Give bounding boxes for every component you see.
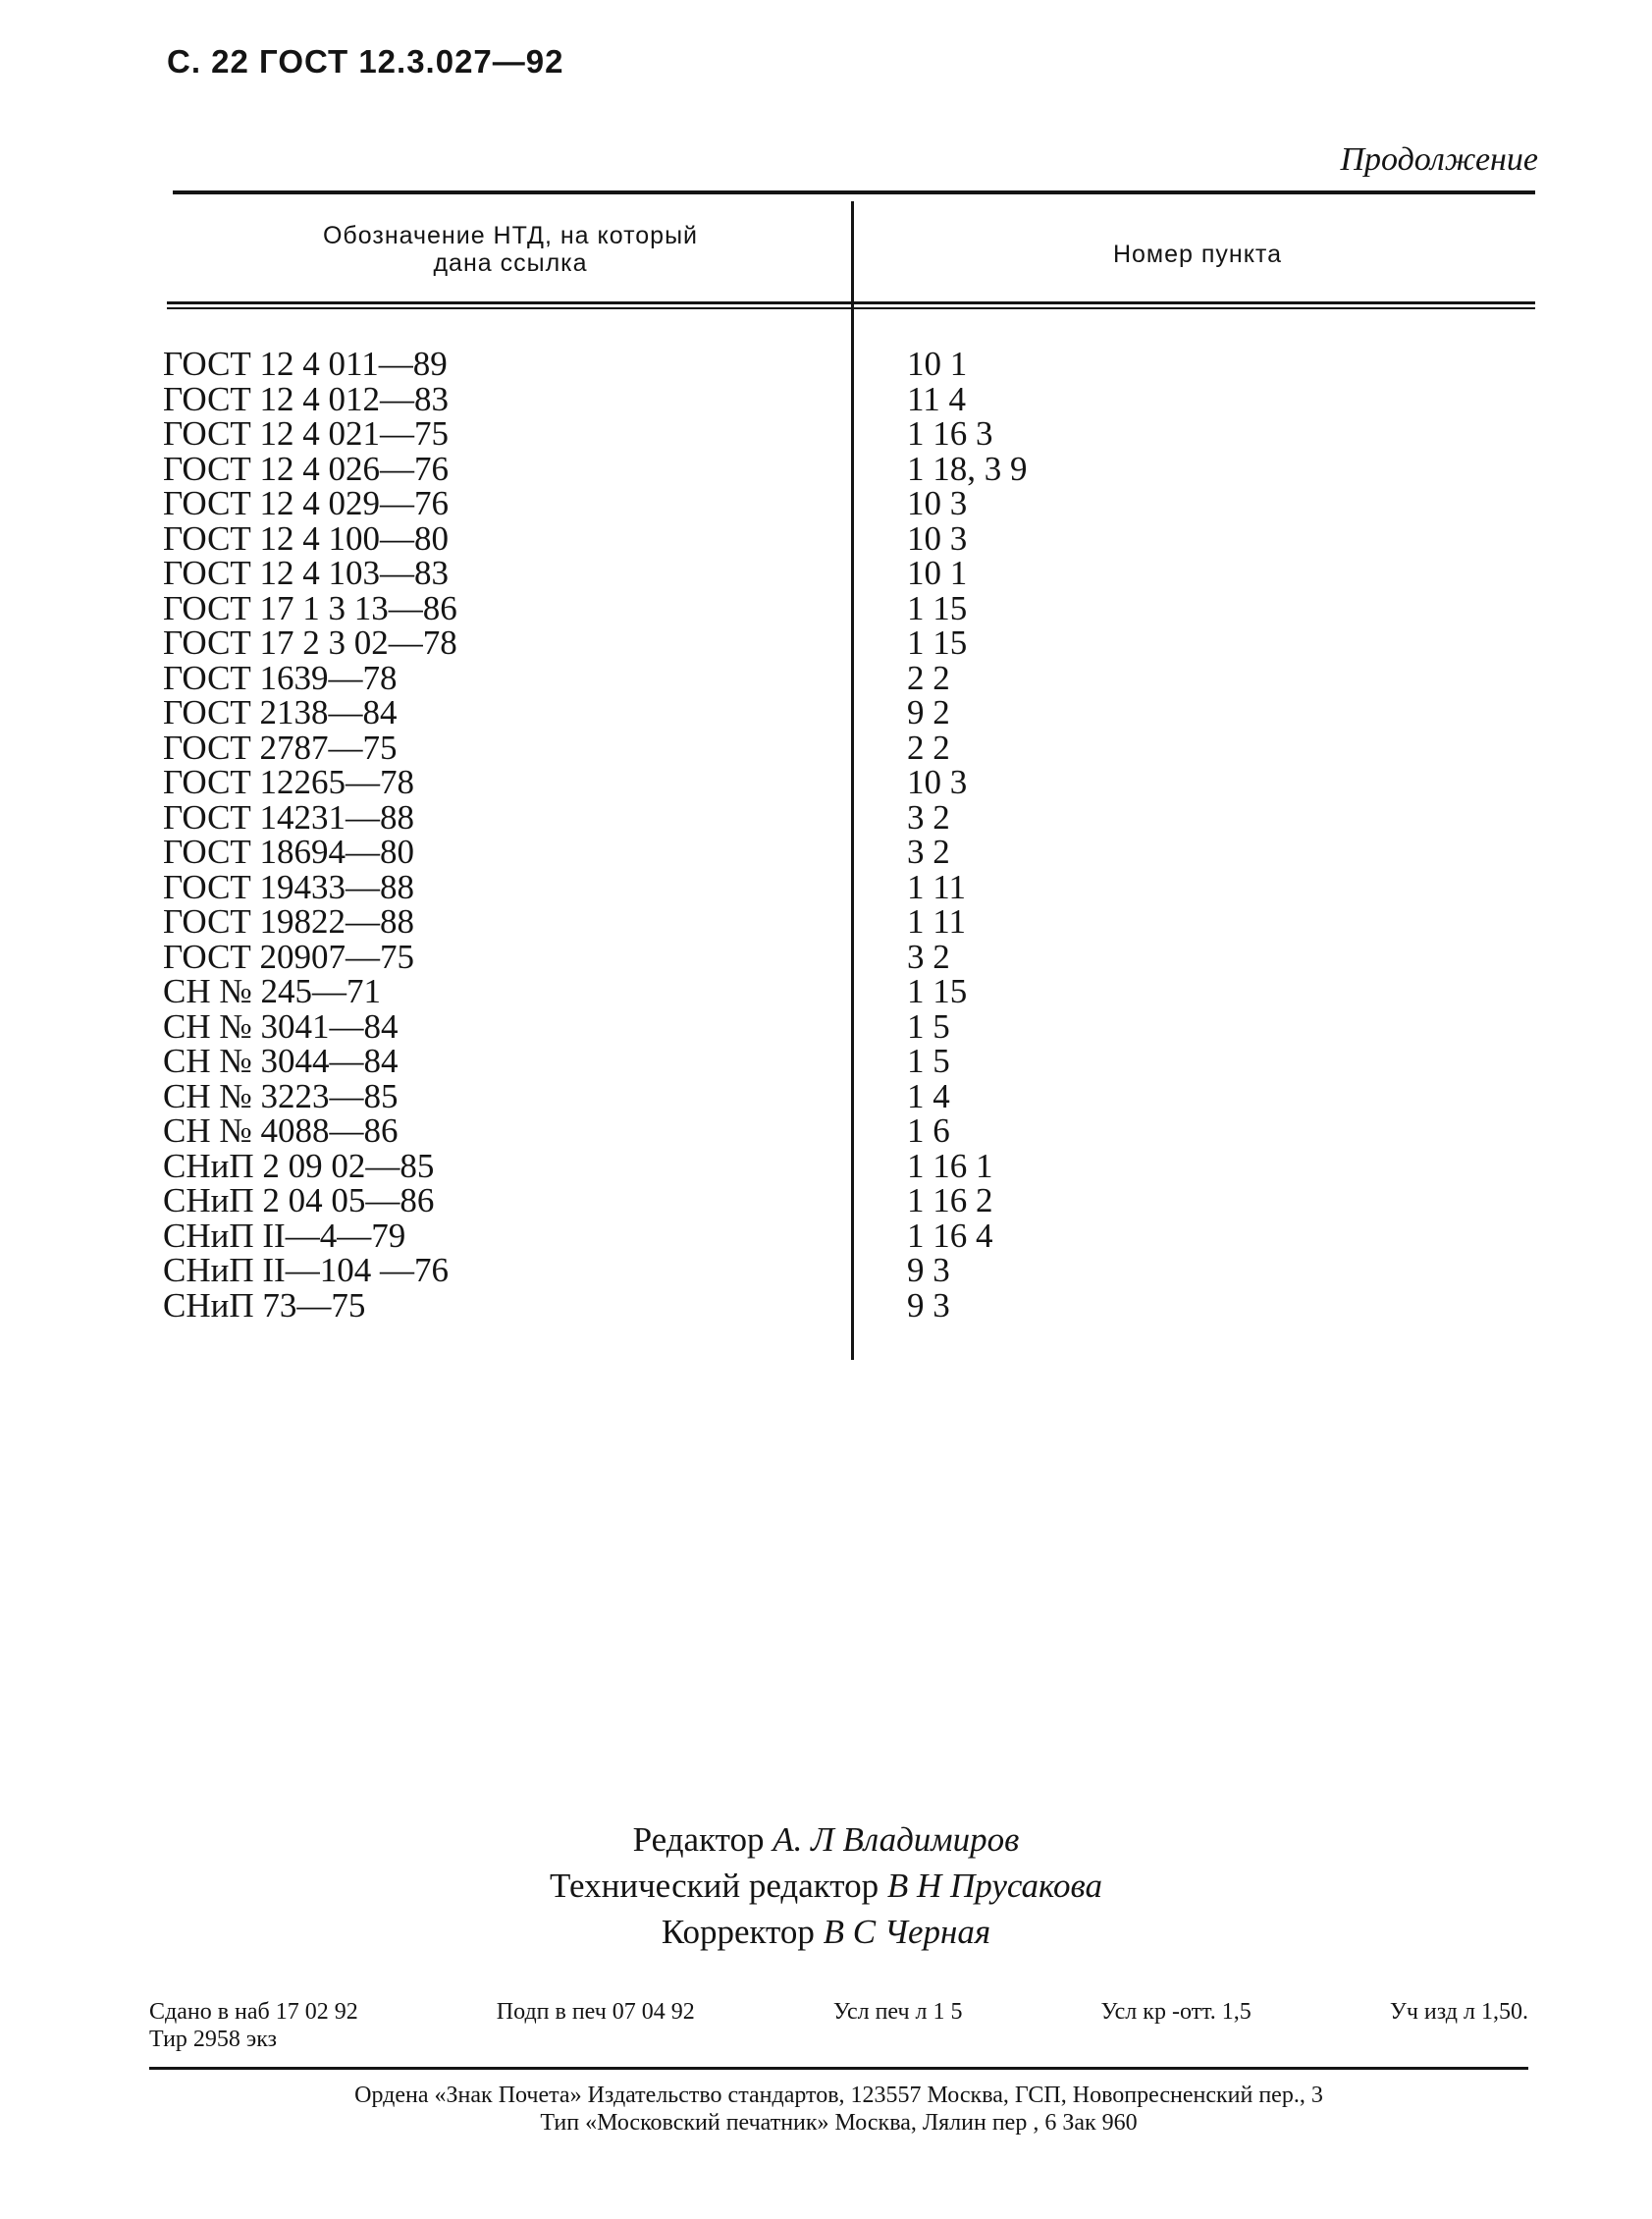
point-ref: 1 15 <box>907 588 968 627</box>
table-top-rule <box>173 190 1535 194</box>
document-ref: ГОСТ 19822—88 <box>163 902 415 941</box>
credits-block <box>0 1816 1652 1955</box>
publisher-line2: Тип «Московский печатник» Москва, Лялин пер , 6 Зак 960 <box>540 2110 1138 2136</box>
corrector-line <box>0 1909 1652 1955</box>
column-divider <box>851 201 854 1360</box>
point-ref: 1 16 4 <box>907 1216 993 1255</box>
document-ref: ГОСТ 17 1 3 13—86 <box>163 588 457 627</box>
document-ref: СН № 4088—86 <box>163 1111 399 1150</box>
continuation-label: Продолжение <box>1340 141 1538 178</box>
tech-editor-name: В Н Прусакова <box>886 1867 1103 1905</box>
editor-name: А. Л Владимиров <box>773 1820 1020 1859</box>
footer-rule <box>149 2067 1528 2070</box>
column-header-document-line1: Обозначение НТД, на который <box>322 222 699 249</box>
point-ref: 1 15 <box>907 623 968 662</box>
document-ref: СН № 245—71 <box>163 972 382 1010</box>
document-ref: ГОСТ 14231—88 <box>163 797 415 837</box>
document-ref: СН № 3041—84 <box>163 1006 399 1046</box>
point-ref: 9 3 <box>907 1251 950 1289</box>
imprint-signed: Подп в печ 07 04 92 <box>496 1999 695 2025</box>
point-list <box>907 347 1028 1323</box>
document-ref: СНиП 2 04 05—86 <box>163 1181 435 1219</box>
editor-role: Редактор <box>632 1820 765 1859</box>
corrector-name: В С Черная <box>823 1913 991 1951</box>
document-list <box>163 347 457 1323</box>
point-ref: 1 16 1 <box>907 1146 993 1185</box>
tech-editor-role: Технический редактор <box>549 1867 879 1905</box>
document-ref: ГОСТ 12 4 011—89 <box>163 345 448 383</box>
document-ref: ГОСТ 2787—75 <box>163 728 398 767</box>
point-ref: 3 2 <box>907 937 950 976</box>
point-ref: 10 3 <box>907 763 968 801</box>
document-ref: ГОСТ 12 4 021—75 <box>163 414 450 453</box>
document-ref: ГОСТ 20907—75 <box>163 937 415 976</box>
point-ref: 1 5 <box>907 1006 950 1046</box>
document-ref: ГОСТ 12 4 103—83 <box>163 554 450 592</box>
point-ref: 1 18, 3 9 <box>907 449 1028 488</box>
point-ref: 2 2 <box>907 728 950 767</box>
document-ref: СН № 3223—85 <box>163 1076 399 1115</box>
document-ref: ГОСТ 18694—80 <box>163 833 415 871</box>
document-ref: СНиП II—4—79 <box>163 1216 406 1255</box>
document-ref: ГОСТ 12 4 026—76 <box>163 449 450 488</box>
point-ref: 10 1 <box>907 554 968 592</box>
point-ref: 11 4 <box>907 379 966 418</box>
document-ref: СНиП 2 09 02—85 <box>163 1146 435 1185</box>
imprint-submitted: Сдано в наб 17 02 92 <box>149 1999 358 2025</box>
point-ref: 2 2 <box>907 658 950 697</box>
point-ref: 1 15 <box>907 972 968 1010</box>
point-ref: 10 1 <box>907 345 968 383</box>
point-ref: 9 2 <box>907 693 950 731</box>
point-ref: 10 3 <box>907 518 968 558</box>
document-ref: ГОСТ 12 4 029—76 <box>163 484 450 522</box>
document-ref: СНиП 73—75 <box>163 1285 366 1325</box>
column-header-document-line2: дана ссылка <box>433 249 588 277</box>
document-ref: ГОСТ 1639—78 <box>163 658 398 697</box>
tech-editor-line <box>0 1863 1652 1909</box>
document-ref: СНиП II—104 —76 <box>163 1251 449 1289</box>
point-ref: 1 11 <box>907 902 966 941</box>
imprint-print-sheets: Усл печ л 1 5 <box>832 1999 963 2025</box>
document-ref: ГОСТ 17 2 3 02—78 <box>163 623 457 662</box>
point-ref: 3 2 <box>907 833 950 871</box>
imprint-line-1 <box>149 1998 1528 2026</box>
editor-line <box>0 1816 1652 1863</box>
document-ref: ГОСТ 12 4 012—83 <box>163 379 450 418</box>
point-ref: 1 11 <box>907 867 966 906</box>
point-ref: 1 5 <box>907 1042 950 1080</box>
corrector-role: Корректор <box>661 1913 815 1951</box>
point-ref: 1 6 <box>907 1111 950 1150</box>
page-header: С. 22 ГОСТ 12.3.027—92 <box>167 43 564 80</box>
point-ref: 1 16 3 <box>907 414 993 453</box>
point-ref: 1 4 <box>907 1076 950 1115</box>
imprint-block <box>149 1998 1528 2053</box>
imprint-print-impressions: Усл кр -отт. 1,5 <box>1100 1999 1252 2025</box>
point-ref: 9 3 <box>907 1285 950 1325</box>
column-header-point: Номер пункта <box>1112 241 1283 268</box>
publisher-line1: Ордена «Знак Почета» Издательство стандартов, 123557 Москва, ГСП, Новопресненский пер., 3 <box>354 2083 1323 2108</box>
document-ref: ГОСТ 19433—88 <box>163 867 415 906</box>
point-ref: 3 2 <box>907 797 950 837</box>
publisher-block <box>149 2082 1528 2137</box>
imprint-circulation: Тир 2958 экз <box>149 2027 278 2052</box>
point-ref: 1 16 2 <box>907 1181 993 1219</box>
point-ref: 10 3 <box>907 484 968 522</box>
document-ref: ГОСТ 2138—84 <box>163 693 398 731</box>
imprint-pub-sheets: Уч изд л 1,50. <box>1389 1999 1528 2025</box>
document-ref: ГОСТ 12 4 100—80 <box>163 518 450 558</box>
column-header-document <box>236 222 785 277</box>
document-ref: ГОСТ 12265—78 <box>163 763 415 801</box>
document-ref: СН № 3044—84 <box>163 1042 399 1080</box>
